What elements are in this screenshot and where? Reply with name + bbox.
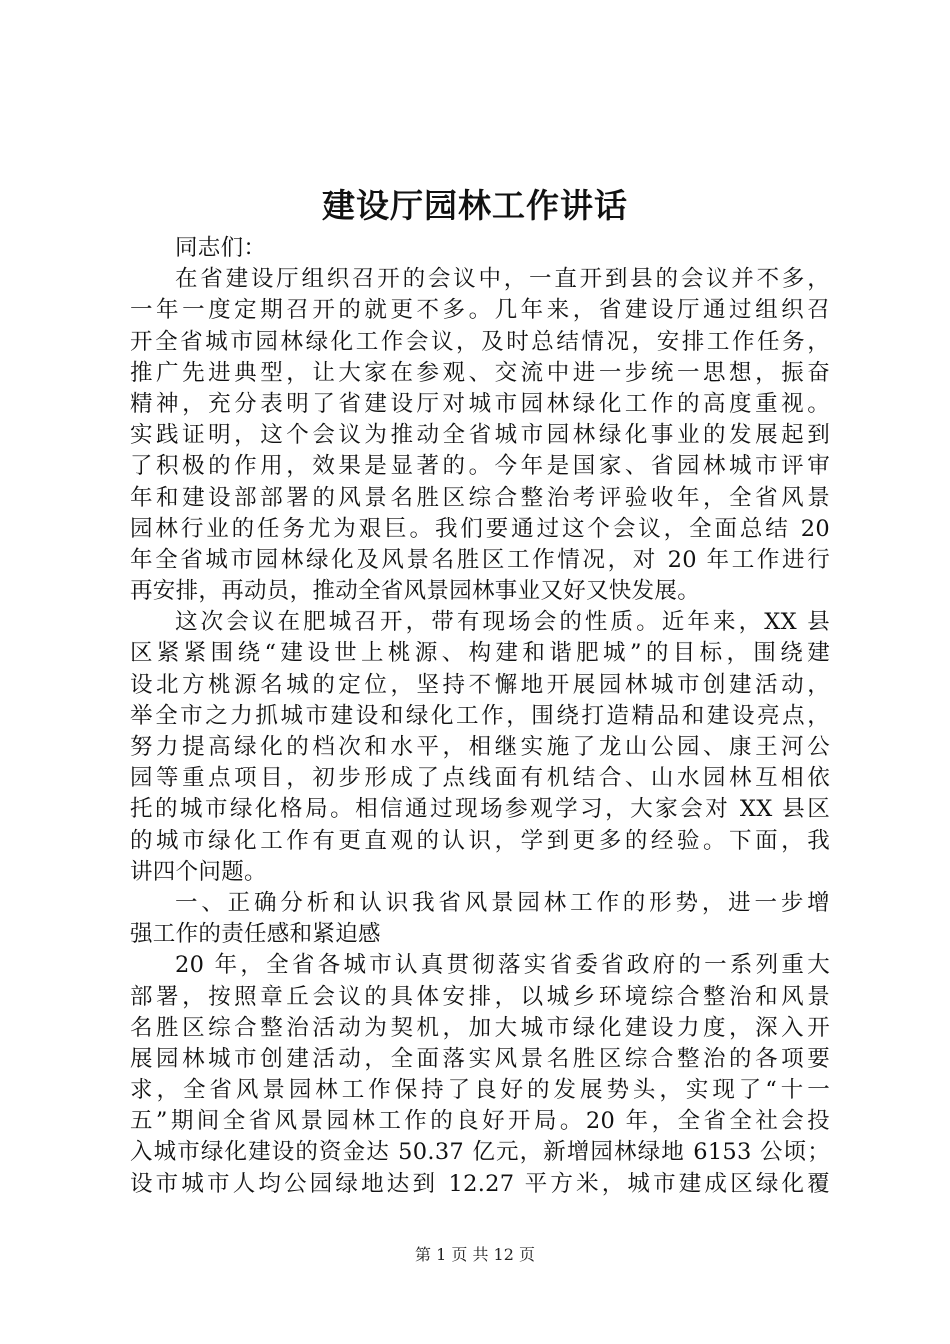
text-line: 20 年，全省各城市认真贯彻落实省委省政府的一系列重大 (175, 952, 830, 979)
text-line: 一年一度定期召开的就更不多。几年来，省建设厅通过组织召 (130, 297, 830, 324)
document-title: 建设厅园林工作讲话 (322, 186, 628, 225)
text-line: 这次会议在肥城召开，带有现场会的性质。近年来，XX 县 (175, 609, 830, 636)
text-line: 一、正确分析和认识我省风景园林工作的形势，进一步增 (175, 889, 830, 916)
text-line: 入城市绿化建设的资金达 50.37 亿元，新增园林绿地 6153 公顷； (130, 1139, 830, 1166)
text-line: 同志们： (175, 235, 267, 261)
text-line: 在省建设厅组织召开的会议中，一直开到县的会议并不多， (175, 266, 830, 293)
text-line: 开全省城市园林绿化工作会议，及时总结情况，安排工作任务， (130, 328, 830, 355)
text-line: 设北方桃源名城的定位，坚持不懈地开展园林城市创建活动， (130, 671, 830, 698)
text-line: 园等重点项目，初步形成了点线面有机结合、山水园林互相依 (130, 765, 830, 792)
text-line: 区紧紧围绕“建设世上桃源、构建和谐肥城”的目标，围绕建 (130, 640, 830, 667)
text-line: 年和建设部部署的风景名胜区综合整治考评验收年，全省风景 (130, 484, 830, 511)
text-line: 强工作的责任感和紧迫感 (130, 921, 381, 948)
text-line: 精神，充分表明了省建设厅对城市园林绿化工作的高度重视。 (130, 390, 830, 417)
document-body (130, 233, 830, 1200)
text-line: 托的城市绿化格局。相信通过现场参观学习，大家会对 XX 县区 (130, 796, 830, 823)
text-line: 年全省城市园林绿化及风景名胜区工作情况，对 20 年工作进行 (130, 546, 830, 573)
text-line: 设市城市人均公园绿地达到 12.27 平方米，城市建成区绿化覆 (130, 1170, 830, 1197)
text-line: 五”期间全省风景园林工作的良好开局。20 年，全省全社会投 (130, 1108, 830, 1135)
text-line: 努力提高绿化的档次和水平，相继实施了龙山公园、康王河公 (130, 734, 830, 760)
text-line: 展园林城市创建活动，全面落实风景名胜区综合整治的各项要 (130, 1045, 830, 1072)
text-line: 讲四个问题。 (130, 858, 267, 885)
text-line: 再安排，再动员，推动全省风景园林事业又好又快发展。 (130, 578, 701, 605)
text-line: 实践证明，这个会议为推动全省城市园林绿化事业的发展起到 (130, 422, 830, 449)
text-line: 求，全省风景园林工作保持了良好的发展势头，实现了“十一 (130, 1077, 830, 1104)
text-line: 推广先进典型，让大家在参观、交流中进一步统一思想，振奋 (130, 359, 830, 386)
text-line: 了积极的作用，效果是显著的。今年是国家、省园林城市评审 (130, 453, 830, 480)
text-line: 的城市绿化工作有更直观的认识，学到更多的经验。下面，我 (130, 827, 830, 854)
text-line: 名胜区综合整治活动为契机，加大城市绿化建设力度，深入开 (130, 1014, 830, 1041)
text-line: 举全市之力抓城市建设和绿化工作，围绕打造精品和建设亮点， (130, 702, 830, 729)
text-line: 部署，按照章丘会议的具体安排，以城乡环境综合整治和风景 (130, 983, 830, 1010)
page-footer: 第 1 页 共 12 页 (415, 1245, 535, 1264)
text-line: 园林行业的任务尤为艰巨。我们要通过这个会议，全面总结 20 (130, 515, 830, 542)
